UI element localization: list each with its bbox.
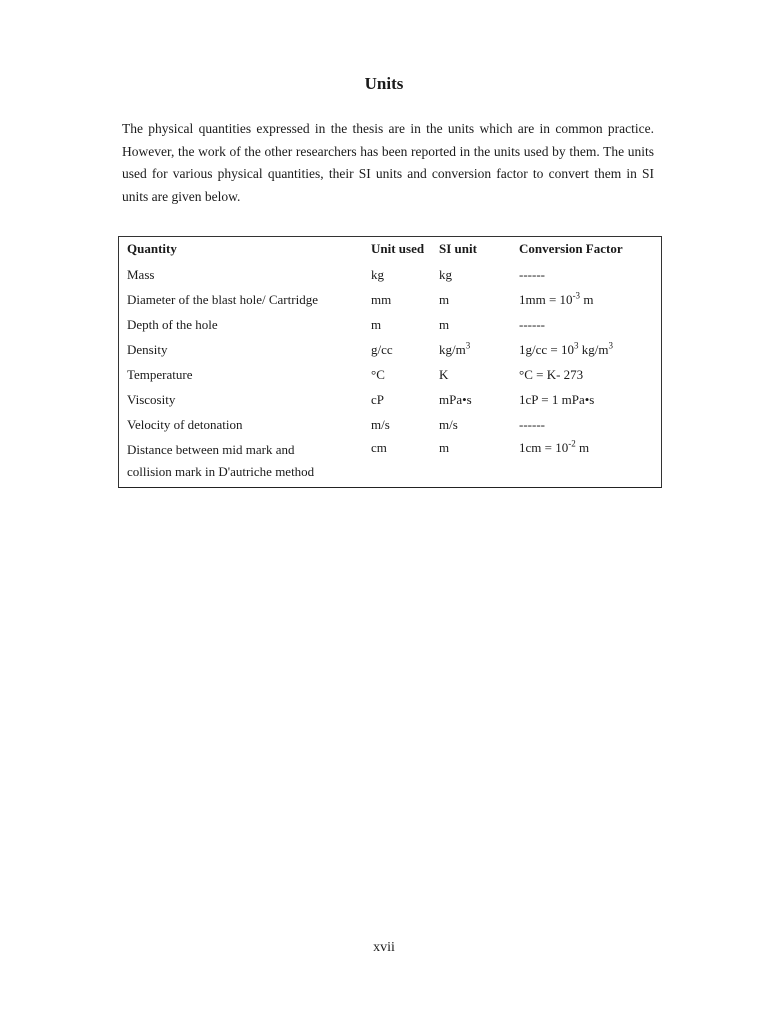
header-unit-used: Unit used <box>371 241 425 256</box>
quantity-line: Distance between mid mark and <box>127 442 295 457</box>
unit-used-cell: cP <box>371 391 384 407</box>
quantity-cell: Viscosity <box>127 391 176 407</box>
si-unit-exponent: 3 <box>465 340 471 351</box>
si-unit-cell: m/s <box>439 416 458 432</box>
si-unit-cell: kg <box>439 266 452 282</box>
conversion-exponent: -3 <box>572 290 581 301</box>
si-unit-text: m <box>439 291 450 307</box>
conversion-cell <box>519 337 661 362</box>
intro-paragraph: The physical quantities expressed in the thesis are in the units which are in common practice. However, the work of the other researchers has been reported in the units used by them. The units used for various physical quantities, their SI units and conversion factor to convert them in SI units are given below. <box>122 121 654 204</box>
conversion-unit-exponent: 3 <box>608 340 613 351</box>
conversion-cell: ------ <box>519 416 545 432</box>
header-si-unit: SI unit <box>439 241 477 256</box>
si-unit-cell <box>439 337 519 362</box>
table-row <box>119 312 661 337</box>
conversion-text: 1cm = 10 <box>519 440 569 455</box>
quantity-cell: Depth of the hole <box>127 316 218 332</box>
quantity-cell <box>119 437 371 485</box>
table-row <box>119 287 661 312</box>
conversion-text: 1mm = 10 <box>519 291 573 307</box>
si-unit-cell <box>439 287 519 312</box>
si-unit-cell: m <box>439 316 450 332</box>
page-title: Units <box>364 74 404 93</box>
quantity-cell: Density <box>127 341 168 357</box>
header-quantity: Quantity <box>127 241 177 256</box>
si-unit-cell: m <box>439 440 450 455</box>
unit-used-cell: kg <box>371 266 384 282</box>
si-unit-text: kg/m <box>439 341 466 357</box>
table-row <box>119 337 661 362</box>
conversion-unit: kg/m <box>578 341 609 357</box>
conversion-cell: ------ <box>519 266 545 282</box>
conversion-unit: m <box>575 440 590 455</box>
si-unit-cell: K <box>439 366 449 382</box>
quantity-cell: Temperature <box>127 366 193 382</box>
table-row <box>119 362 661 387</box>
quantity-line: collision mark in D'autriche method <box>127 464 315 479</box>
table-header-row <box>119 237 661 262</box>
table-row <box>119 437 661 485</box>
conversion-exponent: 3 <box>573 340 579 351</box>
page-number: xvii <box>373 940 395 955</box>
conversion-cell: 1cP = 1 mPa•s <box>519 391 595 407</box>
unit-used-cell: mm <box>371 291 392 307</box>
unit-used-cell: cm <box>371 440 387 455</box>
unit-used-cell: m/s <box>371 416 390 432</box>
units-table <box>119 237 661 485</box>
quantity-cell: Diameter of the blast hole/ Cartridge <box>127 291 318 307</box>
si-unit-cell: mPa•s <box>439 391 472 407</box>
unit-used-cell: g/cc <box>371 341 393 357</box>
unit-used-cell: °C <box>371 366 385 382</box>
quantity-cell: Mass <box>127 266 155 282</box>
table-row <box>119 387 661 412</box>
conversion-cell <box>519 287 661 312</box>
conversion-unit: m <box>580 291 594 307</box>
header-conversion-factor: Conversion Factor <box>519 241 623 256</box>
table-row <box>119 262 661 287</box>
conversion-cell: ------ <box>519 316 545 332</box>
quantity-cell: Velocity of detonation <box>127 416 243 432</box>
table-row <box>119 412 661 437</box>
conversion-exponent: -2 <box>568 438 576 449</box>
conversion-cell <box>519 437 661 485</box>
unit-used-cell: m <box>371 316 382 332</box>
conversion-text: 1g/cc = 10 <box>519 341 574 357</box>
units-table-container <box>118 236 662 488</box>
conversion-cell: °C = K- 273 <box>519 366 584 382</box>
